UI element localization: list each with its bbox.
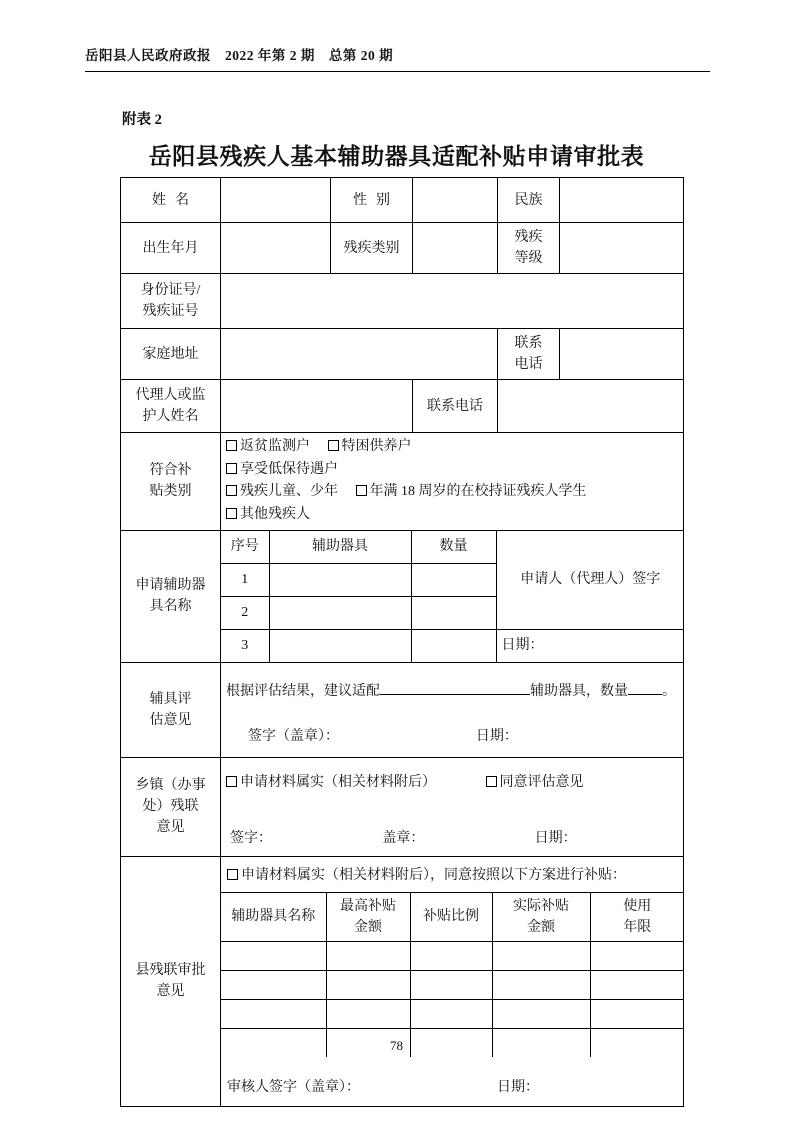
device-name-3[interactable] (269, 629, 411, 662)
birth-value[interactable] (221, 223, 331, 274)
name-label: 姓名 (121, 178, 221, 223)
id-number-value[interactable] (221, 274, 684, 329)
table-row (221, 941, 684, 970)
township-label: 乡镇（办事 处）残联 意见 (121, 757, 221, 856)
checkbox-icon[interactable] (226, 440, 237, 451)
county-review-signature-label: 审核人签字（盖章）： (227, 1079, 360, 1095)
column-index: 序号 (221, 531, 269, 564)
checkbox-icon[interactable] (227, 869, 238, 880)
device-apply-date: 日期： (496, 629, 684, 662)
assessment-text: 根据评估结果，建议适配 辅助器具，数量 。 (226, 683, 676, 699)
table-header-row (221, 892, 684, 941)
county-option-materials-true[interactable]: 申请材料属实（相关材料附后），同意按照以下方案进行补贴： (227, 865, 626, 886)
option-other-disabled[interactable]: 其他残疾人 (226, 504, 310, 527)
township-date-label: 日期： (534, 831, 577, 847)
county-signature-row (221, 1057, 683, 1106)
county-label: 县残联审批 意见 (121, 856, 221, 1106)
checkbox-icon[interactable] (226, 485, 237, 496)
agent-name-value[interactable] (221, 380, 413, 433)
page-title: 岳阳县残疾人基本辅助器具适配补贴申请审批表 (148, 144, 645, 169)
county-cell[interactable] (326, 941, 410, 970)
county-cell[interactable] (326, 999, 410, 1028)
subsidy-category-options (221, 433, 684, 531)
county-cell[interactable] (410, 941, 492, 970)
township-signature-label: 签字： (230, 831, 272, 847)
checkbox-icon[interactable] (486, 776, 497, 787)
column-service-life: 使用 年限 (590, 892, 684, 941)
disability-level-value[interactable] (560, 223, 684, 274)
county-content (221, 856, 684, 1106)
row-index-2: 2 (221, 596, 269, 629)
agent-name-label: 代理人或监 护人姓名 (121, 380, 221, 433)
township-option-materials-true[interactable]: 申请材料属实（相关材料附后） (226, 772, 436, 795)
device-qty-2[interactable] (411, 596, 496, 629)
device-name-1[interactable] (269, 563, 411, 596)
county-cell[interactable] (590, 970, 684, 999)
disability-level-label: 残疾 等级 (498, 223, 560, 274)
checkbox-icon[interactable] (226, 508, 237, 519)
column-applicant-signature: 申请人（代理人）签字 (496, 531, 684, 630)
column-subsidy-ratio: 补贴比例 (410, 892, 492, 941)
agent-phone-value[interactable] (498, 380, 684, 433)
table-row (121, 329, 684, 380)
county-cell[interactable] (221, 970, 326, 999)
table-row (121, 380, 684, 433)
option-adult-student[interactable]: 年满 18 周岁的在校持证残疾人学生 (356, 481, 587, 504)
option-poverty-monitor[interactable]: 返贫监测户 (226, 436, 310, 459)
gender-label: 性别 (331, 178, 413, 223)
assessment-content (221, 662, 684, 757)
county-option-row (221, 857, 683, 892)
column-device: 辅助器具 (269, 531, 411, 564)
application-form (120, 177, 683, 1107)
county-cell[interactable] (410, 999, 492, 1028)
name-value[interactable] (221, 178, 331, 223)
table-row (121, 757, 684, 856)
township-option-agree[interactable]: 同意评估意见 (486, 772, 584, 795)
device-apply-label: 申请辅助器 具名称 (121, 530, 221, 662)
column-device-name: 辅助器具名称 (221, 892, 326, 941)
county-date-label: 日期： (497, 1079, 539, 1095)
county-cell[interactable] (492, 999, 590, 1028)
table-row (121, 530, 684, 662)
birth-label: 出生年月 (121, 223, 221, 274)
county-cell[interactable] (492, 941, 590, 970)
device-qty-1[interactable] (411, 563, 496, 596)
attachment-label: 附表 2 (122, 112, 162, 128)
column-quantity: 数量 (411, 531, 496, 564)
device-apply-table-cell (221, 530, 684, 662)
gender-value[interactable] (413, 178, 498, 223)
checkbox-icon[interactable] (226, 463, 237, 474)
county-cell[interactable] (590, 941, 684, 970)
checkbox-icon[interactable] (356, 485, 367, 496)
header-publication: 岳阳县人民政府政报 (85, 48, 211, 63)
county-cell[interactable] (221, 941, 326, 970)
table-row (121, 662, 684, 757)
option-low-income[interactable]: 享受低保待遇户 (226, 459, 338, 482)
disability-type-value[interactable] (413, 223, 498, 274)
subsidy-category-label: 符合补 贴类别 (121, 433, 221, 531)
assessment-date-label: 日期： (475, 728, 518, 744)
county-cell[interactable] (590, 999, 684, 1028)
county-cell[interactable] (492, 970, 590, 999)
township-seal-label: 盖章： (382, 831, 425, 847)
table-row (121, 433, 684, 531)
device-qty-3[interactable] (411, 629, 496, 662)
table-row (121, 178, 684, 223)
option-disabled-child[interactable]: 残疾儿童、少年 (226, 481, 338, 504)
assessment-device-blank[interactable] (380, 694, 530, 695)
device-name-2[interactable] (269, 596, 411, 629)
page-number: 78 (390, 1038, 403, 1053)
table-header-row (221, 531, 684, 564)
table-row (221, 970, 684, 999)
address-label: 家庭地址 (121, 329, 221, 380)
column-max-subsidy: 最高补贴 金额 (326, 892, 410, 941)
assessment-signature-label: 签字（盖章）： (248, 728, 339, 744)
assessment-qty-blank[interactable] (628, 694, 662, 695)
agent-phone-label: 联系电话 (413, 380, 498, 433)
township-content (221, 757, 684, 856)
table-row (221, 999, 684, 1028)
row-index-3: 3 (221, 629, 269, 662)
address-value[interactable] (221, 329, 498, 380)
county-cell[interactable] (410, 970, 492, 999)
disability-type-label: 残疾类别 (331, 223, 413, 274)
header-issue: 2022 年第 2 期 (225, 48, 315, 63)
nation-label: 民族 (498, 178, 560, 223)
county-cell[interactable] (326, 970, 410, 999)
table-row (221, 629, 684, 662)
checkbox-icon[interactable] (328, 440, 339, 451)
nation-value[interactable] (560, 178, 684, 223)
running-header (85, 44, 710, 72)
checkbox-icon[interactable] (226, 776, 237, 787)
phone-value[interactable] (560, 329, 684, 380)
table-row (121, 274, 684, 329)
option-special-support[interactable]: 特困供养户 (328, 436, 412, 459)
county-cell[interactable] (221, 999, 326, 1028)
header-total-issue: 总第 20 期 (328, 48, 394, 63)
table-row (121, 856, 684, 1106)
table-row (121, 223, 684, 274)
assessment-label: 辅具评 估意见 (121, 662, 221, 757)
row-index-1: 1 (221, 563, 269, 596)
id-number-label: 身份证号/ 残疾证号 (121, 274, 221, 329)
column-actual-subsidy: 实际补贴 金额 (492, 892, 590, 941)
phone-label: 联系 电话 (498, 329, 560, 380)
